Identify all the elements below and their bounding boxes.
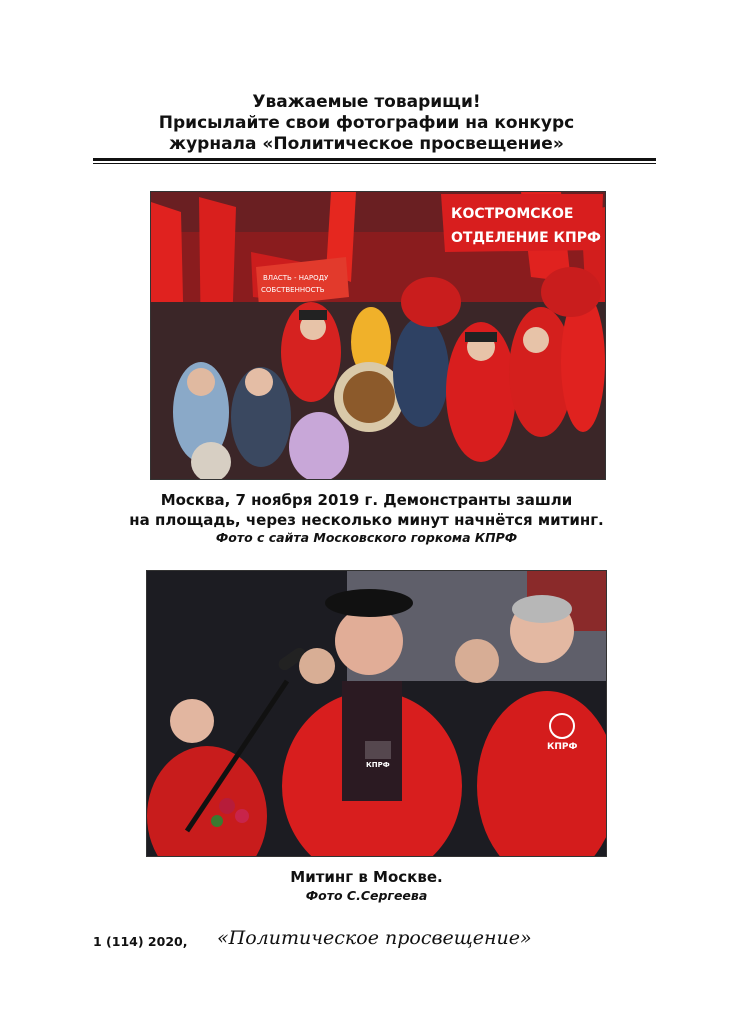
page-heading: [60, 92, 673, 155]
speaker-jacket-logo: [365, 741, 391, 769]
svg-text:КПРФ: КПРФ: [366, 761, 390, 769]
heading-line-1: Уважаемые товарищи!: [252, 92, 481, 112]
heading-rule-thick: [93, 158, 656, 161]
photo1-caption-line-2: на площадь, через несколько минут начнётся митинг.: [129, 511, 604, 529]
photo2-caption: Митинг в Москве.: [290, 868, 443, 886]
svg-text:ОТДЕЛЕНИЕ КПРФ: ОТДЕЛЕНИЕ КПРФ: [451, 230, 601, 246]
heading-rule-thin: [93, 163, 656, 164]
svg-text:КПРФ: КПРФ: [547, 742, 578, 752]
heading-line-2: Присылайте свои фотографии на конкурс: [158, 113, 575, 133]
photo1-caption: [60, 490, 673, 530]
svg-text:КОСТРОМСКОЕ: КОСТРОМСКОЕ: [451, 206, 574, 222]
demonstration-photo: [150, 191, 606, 480]
photo2-credit: Фото С.Сергеева: [305, 888, 428, 903]
heading-line-3: журнала «Политическое просвещение»: [169, 134, 564, 154]
banner-top-right: [441, 194, 603, 252]
svg-text:ВЛАСТЬ - НАРОДУ: ВЛАСТЬ - НАРОДУ: [263, 274, 329, 282]
rally-photo: [146, 570, 607, 857]
svg-text:СОБСТВЕННОСТЬ: СОБСТВЕННОСТЬ: [261, 286, 325, 294]
photo1-caption-line-1: Москва, 7 ноября 2019 г. Демонстранты зашли: [160, 491, 573, 509]
footer-issue-number: 1 (114) 2020,: [93, 934, 188, 949]
footer-journal-title: «Политическое просвещение»: [217, 927, 532, 949]
photo1-credit: Фото с сайта Московского горкома КПРФ: [215, 530, 518, 545]
